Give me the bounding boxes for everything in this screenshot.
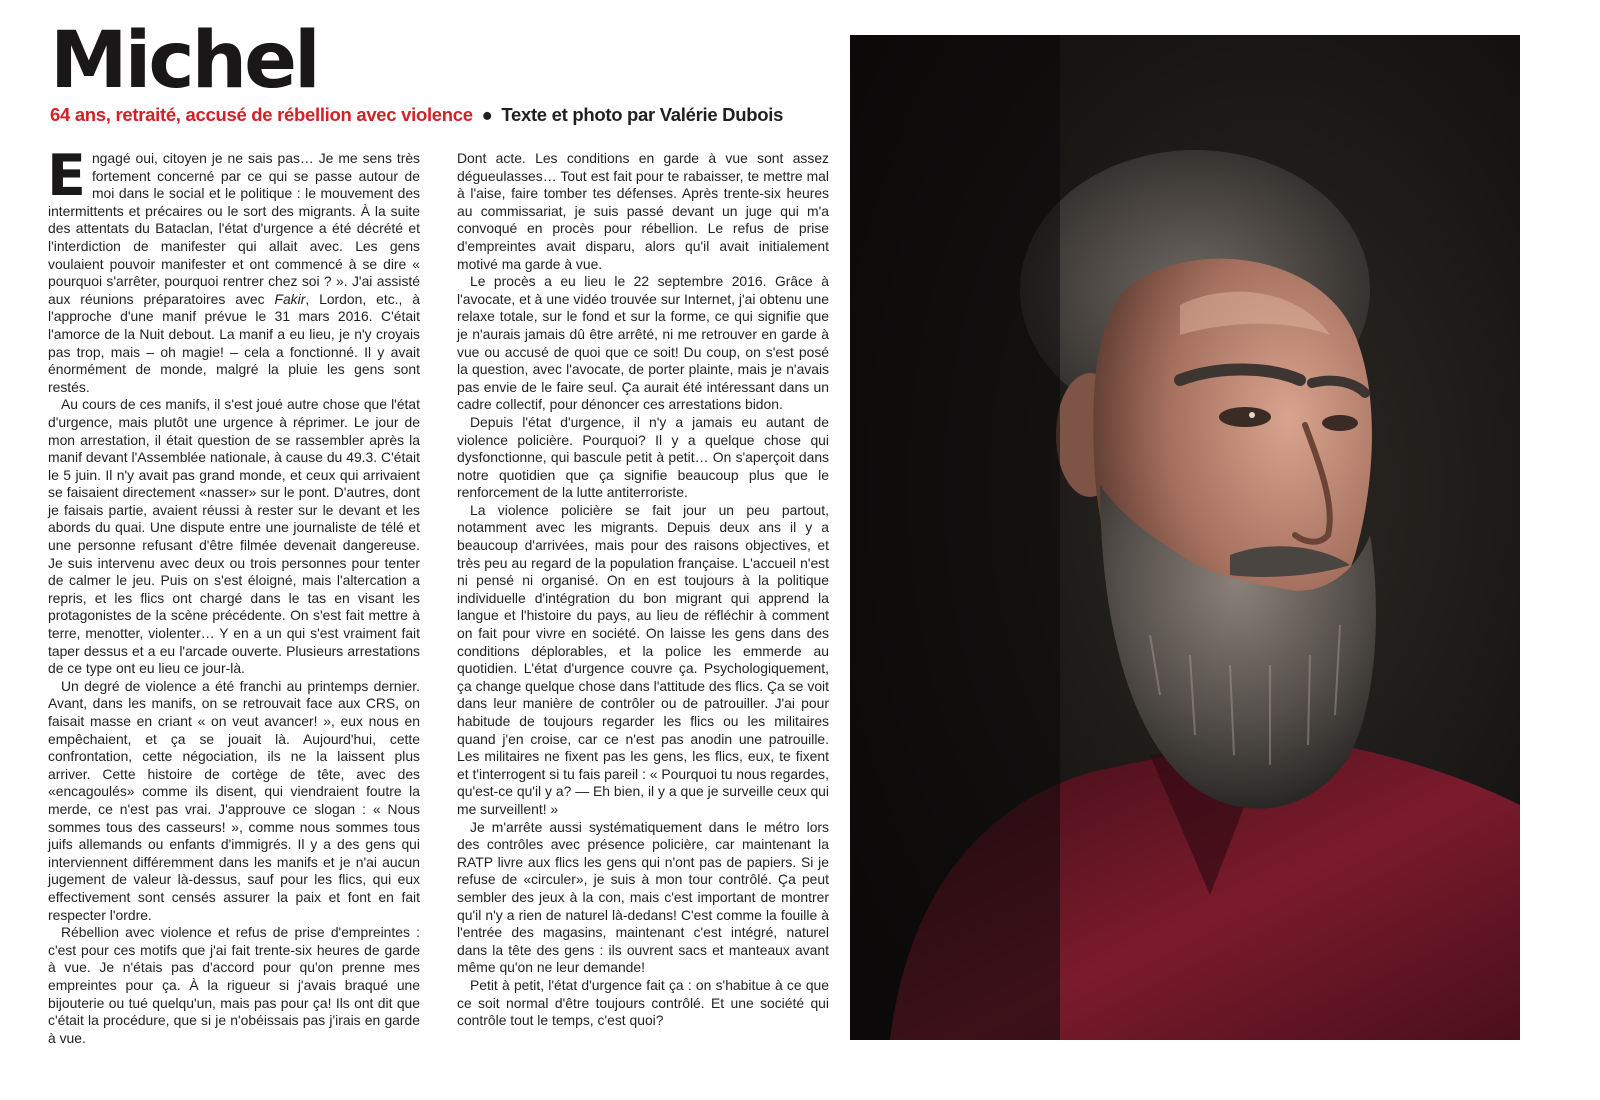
article-subtitle <box>50 104 850 126</box>
text-column-right <box>457 150 829 1030</box>
paragraph: Rébellion avec violence et refus de prise d'empreintes : c'est pour ces motifs que j'ai fait trente-six heures de garde à vue. Je n'étais pas d'accord pour qu'on prenne mes empreintes pour ça. À la rigueur si j'avais braqué une bijouterie ou tué quelqu'un, mais pas pour ça! Ils ont dit que c'était la procédure, que si je n'obéissais pas j'irais en garde à vue. <box>48 924 420 1046</box>
paragraph: Un degré de violence a été franchi au printemps dernier. Avant, dans les manifs, on se retrouvait face aux CRS, on faisait masse en criant « on veut avancer! », eux nous en empêchaient, et ça se jouait là. Aujourd'hui, cette confrontation, cette négociation, ils ne la laissent plus arriver. Cette histoire de cortège de tête, avec des «encagoulés» comme ils disent, qui viendraient foutre la merde, ce n'est pas vrai. J'approuve ce slogan : « Nous sommes tous des casseurs! », comme nous sommes tous juifs allemands ou enfants d'immigrés. Il y a des gens qui interviennent différemment dans les manifs et je n'ai aucun jugement de valeur là-dessus, sauf pour les flics, qui eux effectivement sont censés assurer la paix et font en fait respecter l'ordre. <box>48 677 420 923</box>
paragraph: Dont acte. Les conditions en garde à vue sont assez dégueulasses… Tout est fait pour te rabaisser, te mettre mal à l'aise, faire tomber tes défenses. Après trente-six heures au commissariat, je suis passé devant un juge qui m'a convoqué en procès pour rébellion. Le refus de prise d'empreintes avait disparu, alors qu'il avait initialement motivé ma garde à vue. <box>457 150 829 272</box>
bullet-separator: ● <box>481 104 493 125</box>
eye <box>1322 415 1358 431</box>
paragraph: Au cours de ces manifs, il s'est joué autre chose que l'état d'urgence, mais plutôt une urgence à réprimer. Le jour de mon arrestation, il était question de se rassembler après la manif devant l'Assemblée nationale, à cause du 49.3. C'était le 5 juin. Il n'y avait pas grand monde, et ceux qui arrivaient se faisaient directement «nasser» sur le pont. D'autres, dont je faisais partie, avaient réussi à rester sur le devant et les abords du quai. Une dispute entre une journaliste de télé et une personne refusant d'être filmée devenait dangereuse. Je suis intervenu avec deux ou trois personnes pour tenter de calmer le jeu. Puis on s'est éloigné, mais l'altercation a repris, et les flics ont chargé dans le tas en visant les protagonistes de la scène précédente. On s'est fait mettre à terre, menotter, violenter… Y en a un qui s'est vraiment fait taper dessus et a eu l'arcade ouverte. Plusieurs arrestations de ce type ont eu lieu ce jour-là. <box>48 396 420 677</box>
portrait-photo <box>850 35 1520 1040</box>
paragraph: Petit à petit, l'état d'urgence fait ça : on s'habitue à ce que ce soit normal d'être toujours contrôlé. Et une société qui contrôle tout le temps, c'est quoi? <box>457 976 829 1029</box>
paragraph: Depuis l'état d'urgence, il n'y a jamais eu autant de violence policière. Pourquoi? Il y a quelque chose qui dysfonctionne, qui bascule petit à petit… On s'aperçoit dans notre quotidien que ça signifie beaucoup plus que le renforcement de la lutte antiterroriste. <box>457 413 829 501</box>
paragraph: La violence policière se fait jour un peu partout, notamment avec les migrants. Depuis deux ans il y a beaucoup d'arrivées, mais pour des raisons objectives, et très peu au regard de la population française. L'accueil n'est ni pensé ni organisé. On en est toujours à la politique individuelle d'intégration du bon migrant qui apprend la langue et l'histoire du pays, au lieu de réfléchir à comment on fait pour vivre en société. On laisse les gens dans des conditions déplorables, et la police les emmerde au quotidien. L'état d'urgence couvre ça. Psychologiquement, ça change quelque chose dans l'attitude des flics. Ça se voit dans leur manière de contrôler ou de patrouiller. J'ai pour habitude de toujours regarder les flics ou les militaires quand j'en croise, car ce n'est pas anodin une patrouille. Les militaires ne fixent pas les gens, les flics, eux, te fixent et t'interrogent si tu fais pareil : « Pourquoi tu nous regardes, qu'est-ce qu'il y a? — Eh bien, il y a que je surveille ceux qui me surveillent! » <box>457 501 829 817</box>
paragraph: Le procès a eu lieu le 22 septembre 2016. Grâce à l'avocate, et à une vidéo trouvée sur Internet, j'ai obtenu une relaxe totale, sur le fond et sur la forme, ce qui signifie que je n'aurais jamais dû être arrêté, ni me retrouver en garde à vue ou accusé de quoi que ce soit! Du coup, on s'est posé la question, avec l'avocate, de porter plainte, mais je n'avais pas envie de le faire seul. Ça aurait été intéressant dans un cadre collectif, pour dénoncer ces arrestations bidon. <box>457 273 829 413</box>
eye <box>1219 407 1271 427</box>
article-title: Michel <box>50 16 318 106</box>
magazine-name: Fakir <box>274 290 306 307</box>
author-credit: Texte et photo par Valérie Dubois <box>501 104 784 125</box>
eye-highlight <box>1249 412 1255 418</box>
subject-description: 64 ans, retraité, accusé de rébellion avec violence <box>50 104 473 125</box>
drop-cap: E <box>47 143 86 209</box>
paragraph: Je m'arrête aussi systématiquement dans le métro lors des contrôles avec présence policière, car maintenant la RATP livre aux flics les gens qui n'ont pas de papiers. Si je refuse de «circuler», je suis à mon tour contrôlé. Ça peut sembler des jeux à la con, mais c'est important de montrer qu'il n'y a rien de naturel là-dedans! C'est comme la fouille à l'entrée des magasins, maintenant c'est intégré, naturel dans la tête des gens : ils ouvrent sacs et manteaux avant même qu'on ne leur demande! <box>457 818 829 976</box>
paragraph: Engagé oui, citoyen je ne sais pas… Je me sens très fortement concerné par ce qui se passe autour de moi dans le social et le politique : le mouvement des intermittents et précaires ou le sort des migrants. À la suite des attentats du Bataclan, l'état d'urgence a été décrété et l'interdiction de manifester qui allait avec. Les gens voulaient pouvoir manifester et ont commencé à se dire « pourquoi s'arrêter, pourquoi rentrer chez soi ? ». J'ai assisté aux réunions préparatoires avec Fakir, Lordon, etc., à l'approche d'une manif prévue le 31 mars 2016. C'était l'amorce de la Nuit debout. La manif a eu lieu, je n'y croyais pas trop, mais – oh magie! – cela a fonctionné. Il y avait énormément de monde, malgré la pluie les gens sont restés. <box>47 143 420 395</box>
photo-shadow-left <box>850 35 1060 1040</box>
text-column-left <box>47 143 420 1047</box>
